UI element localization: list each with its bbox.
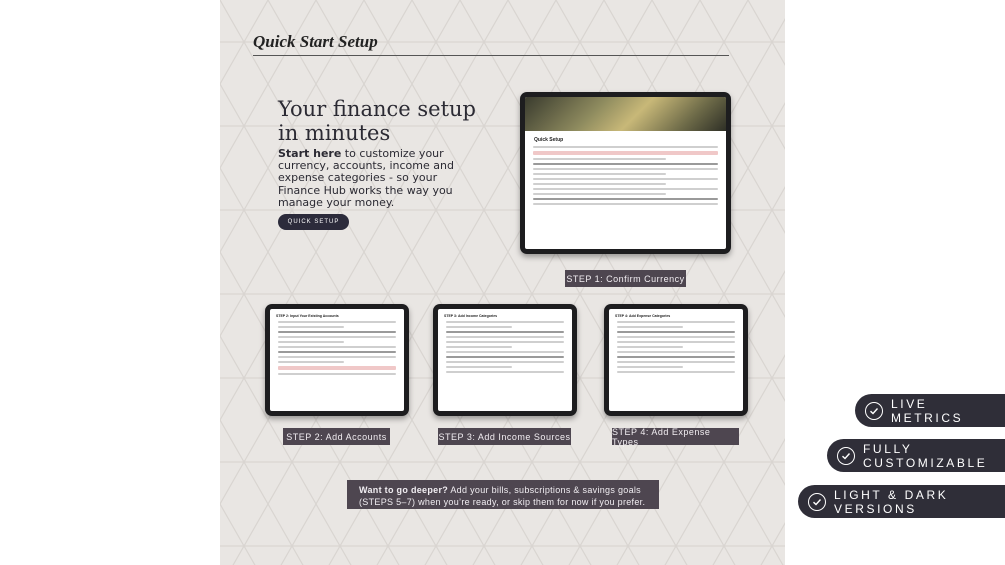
step3-screen-title: STEP 3: Add Income Categories	[444, 314, 498, 318]
quick-setup-button[interactable]: QUICK SETUP	[278, 214, 349, 230]
step3-screen	[438, 309, 572, 411]
section-title: Quick Start Setup	[253, 32, 378, 51]
step2-tablet	[265, 304, 409, 416]
step3-tablet	[433, 304, 577, 416]
step1-tablet	[520, 92, 731, 254]
feature-pill-live-metrics	[855, 394, 1005, 427]
feature-label: FULLY CUSTOMIZABLE	[863, 441, 988, 470]
check-circle-icon	[808, 493, 826, 511]
feature-label: LIVE METRICS	[891, 396, 964, 425]
go-deeper-text: Add your bills, subscriptions & savings goals (STEPS 5–7) when you’re ready, or skip them for now if you prefer.	[359, 485, 646, 507]
feature-pill-fully-customizable	[827, 439, 1005, 472]
landscape-banner	[525, 97, 726, 131]
step4-screen	[609, 309, 743, 411]
feature-label: LIGHT & DARK VERSIONS	[834, 487, 949, 516]
go-deeper-note	[347, 480, 659, 509]
step4-screen-title: STEP 4: Add Expense Categories	[615, 314, 671, 318]
step1-label: STEP 1: Confirm Currency	[565, 270, 686, 287]
hero-lead-bold: Start here	[278, 147, 342, 160]
step2-screen	[270, 309, 404, 411]
step4-label: STEP 4: Add Expense Types	[612, 428, 739, 445]
step2-screen-title: STEP 2: Input Your Existing Accounts	[276, 314, 339, 318]
hero-title: Your finance setup in minutes	[278, 97, 476, 145]
title-divider	[253, 55, 729, 56]
step4-tablet	[604, 304, 748, 416]
promo-poster	[220, 0, 785, 565]
step3-label: STEP 3: Add Income Sources	[438, 428, 571, 445]
step1-screen-title: Quick Setup	[534, 137, 564, 143]
hero-lead-text: to customize your currency, accounts, income and expense categories - so your Finance Hub works the way you manage your money.	[278, 147, 454, 209]
hero-description	[278, 148, 478, 209]
feature-pill-light-dark-versions	[798, 485, 1005, 518]
go-deeper-bold: Want to go deeper?	[359, 485, 449, 495]
check-circle-icon	[865, 402, 883, 420]
step2-label: STEP 2: Add Accounts	[283, 428, 390, 445]
step1-screen	[525, 97, 726, 249]
check-circle-icon	[837, 447, 855, 465]
